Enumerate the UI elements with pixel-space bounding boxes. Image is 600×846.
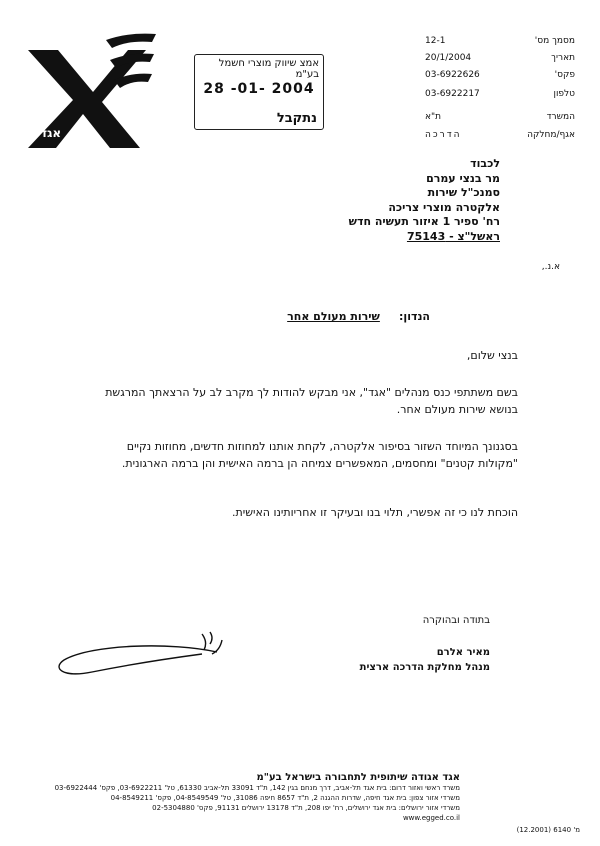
salutation: בנצי שלום, (466, 349, 518, 362)
paragraph-1: בשם משתתפי כנס מנהלים "אגד", אני מבקש להודות לך מקרב לב על הרצאתך המרגשת בנושא שירות מעולם אחר. (105, 386, 518, 416)
subject-line (130, 310, 430, 323)
greeting-code: א.נ., (541, 262, 560, 272)
handwritten-signature (52, 622, 232, 682)
form-code: מ' 6140 (12.2001) (516, 826, 580, 834)
subject-text: שירות מעולם אחר (287, 310, 380, 323)
recipient-city: ראשל"צ - 75143 (406, 229, 500, 243)
stamp-date: 28 -01- 2004 (203, 81, 315, 97)
recipient-street: רח' ספיר 1 איזור תעשיה חדש (348, 215, 500, 228)
signer-role: מנהל מחלקת הדרכה ארצית (359, 662, 490, 673)
footer-website: www.egged.co.il (402, 814, 460, 822)
recipient-company: אלקטרה מוצרי צריכה (388, 200, 500, 214)
footer-line-2: משרדי אזור צפון: בית אגד חיפה, שדרות ההגנה 2, ת"ד 8657 חיפה 31086, טל' 04-8549549, פקס' 04-8549211 (110, 794, 460, 802)
footer-line-3: משרדי אזור ירושלים: בית אגד ירושלים, רח' יפו 208, ת"ד 13178 ירושלים 91131, פקס' 02-5304880 (152, 804, 460, 812)
paragraph-3: הוכחת לנו כי זה אפשרי, תלוי בנו ובעיקר זו אחריותינו האישית. (232, 506, 518, 519)
footer-line-1: משרד ראשי ואזור דרום: בית אגד תל-אביב, דרך מנחם בגין 142, ת"ד 33091 תל-אביב 61330, טל' 03-6922211, פקס' 03-6922444 (54, 784, 460, 792)
recipient-name: מר בנצי עמרם (426, 171, 500, 185)
recipient-title: סמנכ"ל שירות (427, 186, 500, 199)
recipient-block (200, 157, 500, 244)
paragraph-2: בסגנונך המיוחד השזור בסיפור אלקטרה, לקחת אותנו למחוזות חדשים, מחוזות נקיים "מקולות קטנים" ומחסמים, המאפשרים צמיחה הן ברמה האישית והן ברמה הארגונית. (121, 440, 518, 470)
signer-name: מאיר אלרם (436, 647, 490, 658)
recipient-to: לכבוד (470, 157, 500, 170)
footer-org: אגד אגודה שיתופית לתחבורה בישראל בע"מ (256, 772, 460, 783)
received-stamp (194, 54, 324, 130)
footer (20, 773, 460, 823)
closing: בתודה ובהוקרה (422, 615, 490, 626)
stamp-status: נתקבל (276, 111, 317, 126)
subject-label: הנדון: (399, 310, 430, 323)
stamp-company: אמצ שיווק מוצרי חשמל בע"מ (218, 58, 319, 80)
logo-text: אגד (40, 126, 62, 140)
